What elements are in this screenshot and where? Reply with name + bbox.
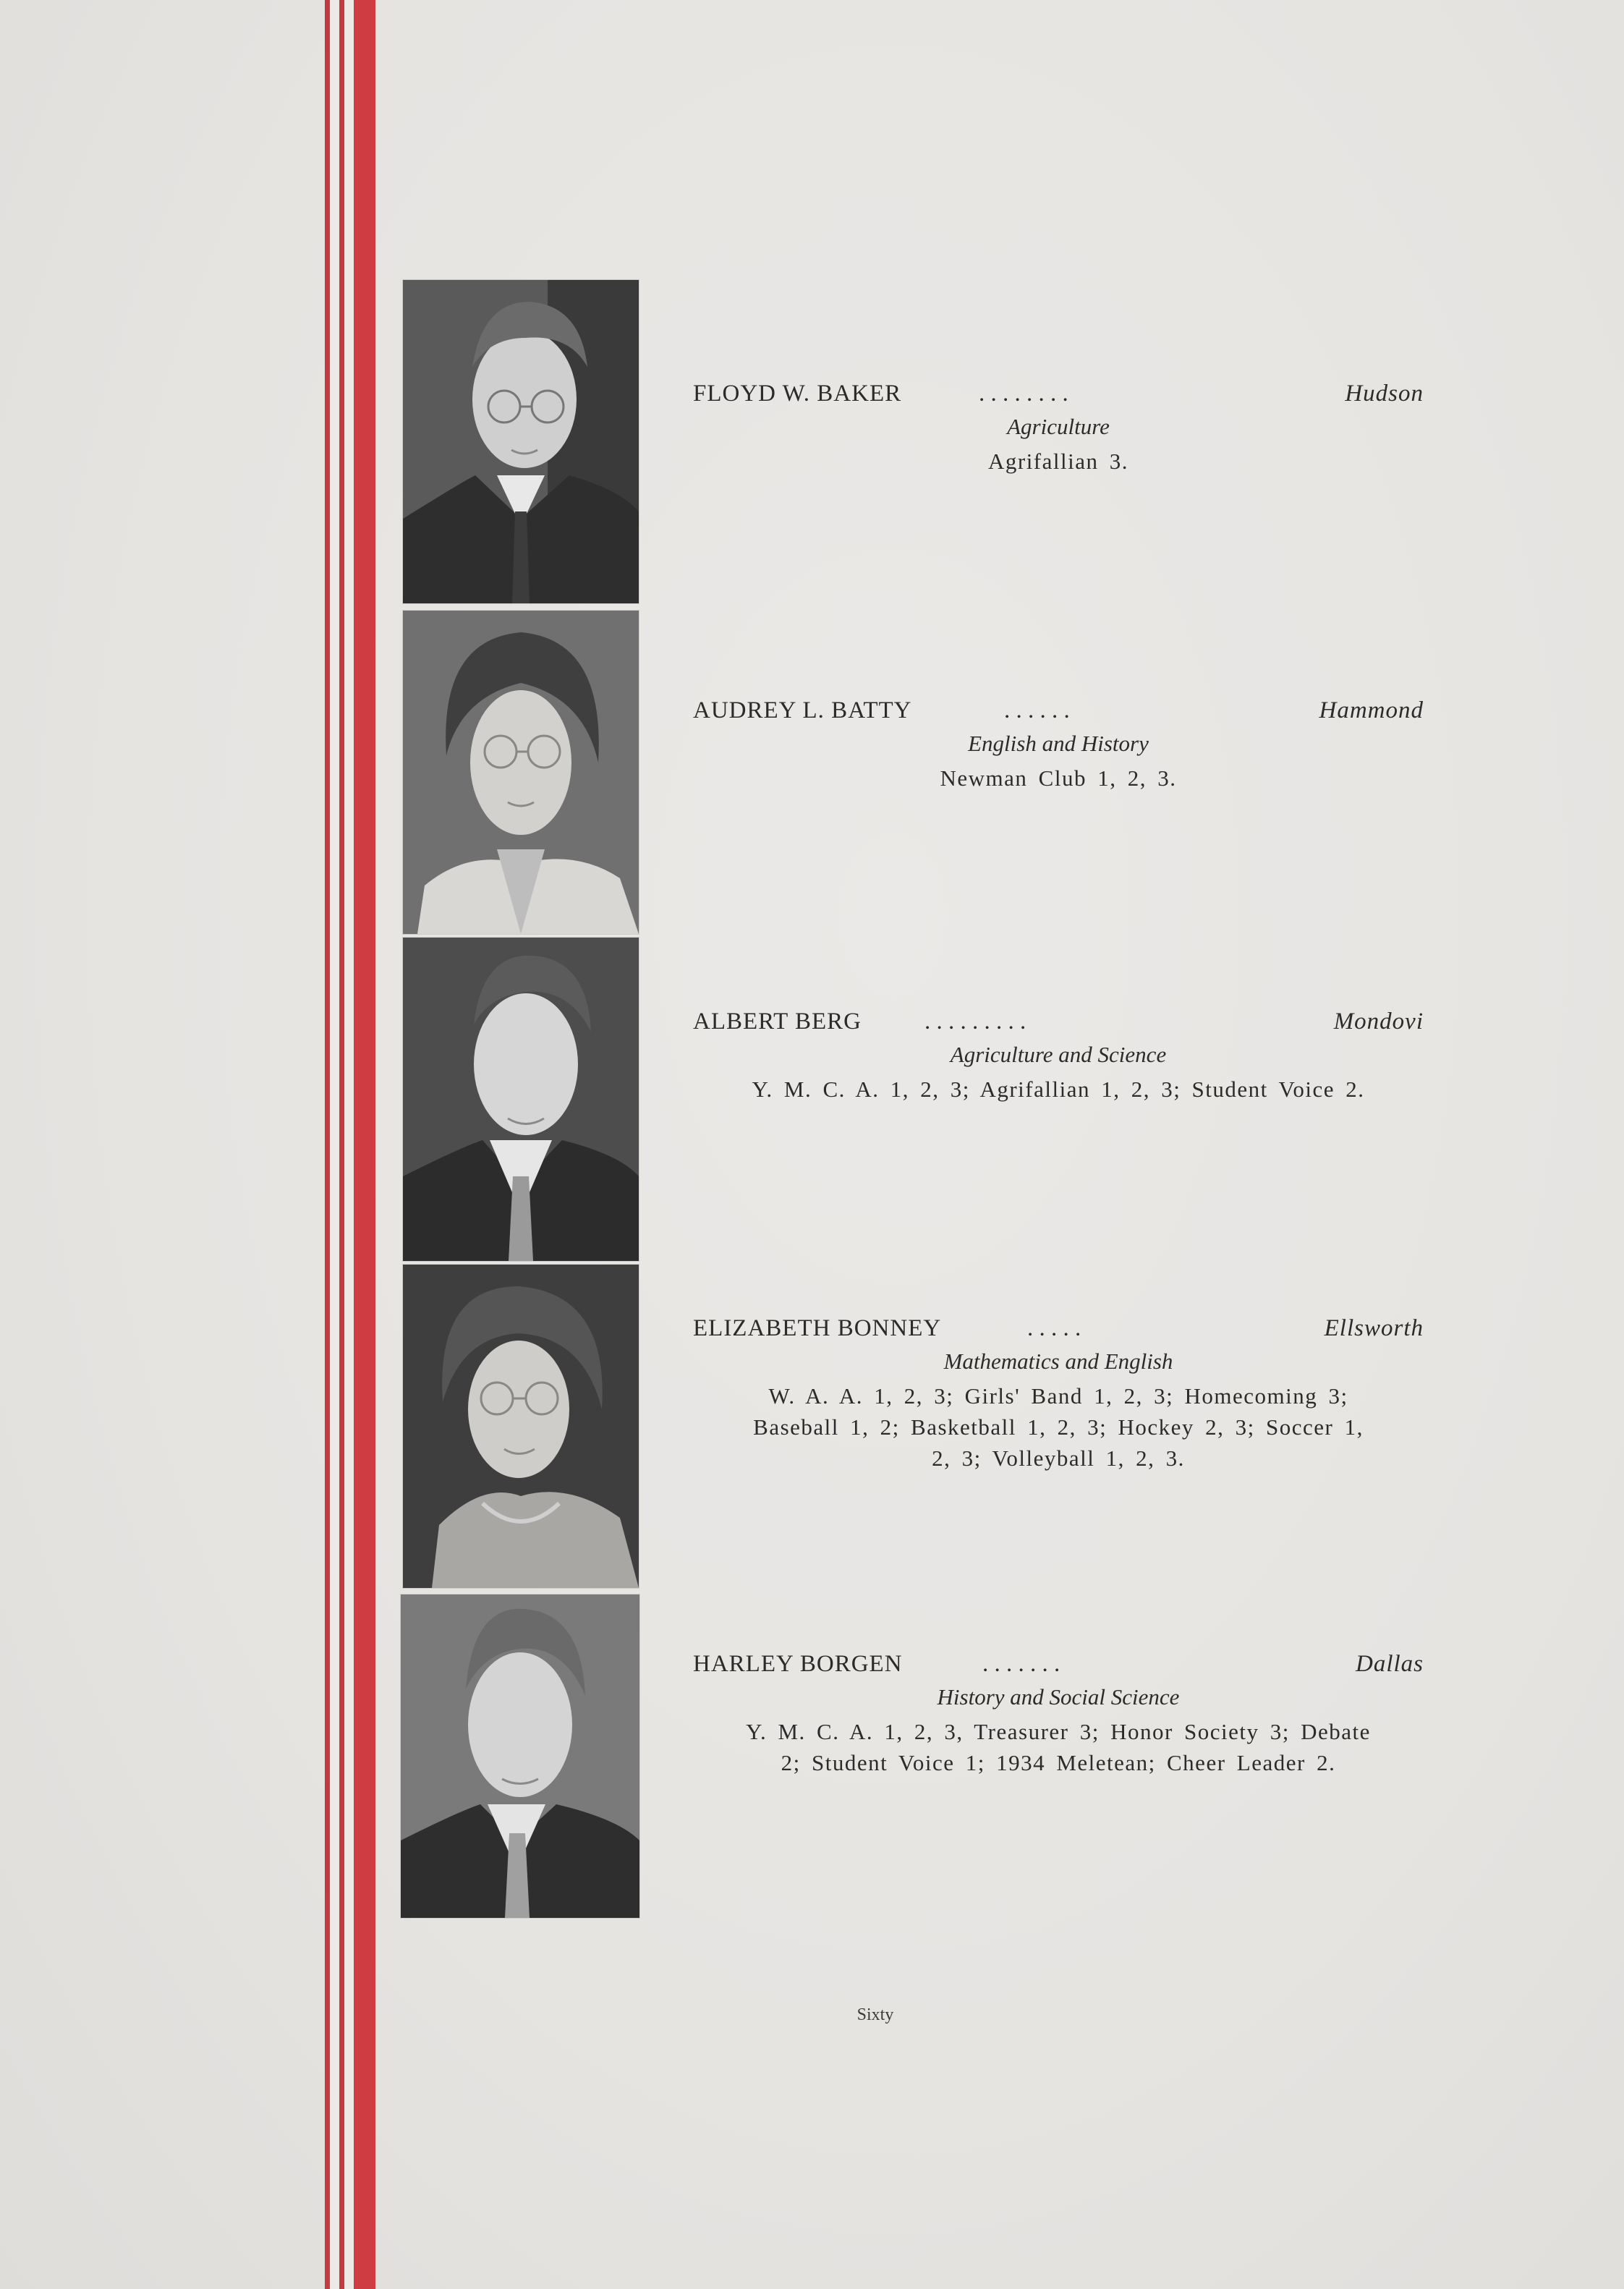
- student-entry: [693, 697, 1424, 794]
- student-entry: [693, 381, 1424, 477]
- leader-dots: . . . . . .: [1004, 697, 1070, 723]
- student-major: Agriculture and Science: [950, 1042, 1167, 1067]
- student-hometown: Dallas: [1355, 1651, 1424, 1677]
- student-activities: Y. M. C. A. 1, 2, 3; Agrifallian 1, 2, 3; Student Voice 2.: [752, 1076, 1365, 1102]
- student-major: Mathematics and English: [943, 1349, 1173, 1374]
- leader-dots: . . . . . . . . .: [924, 1008, 1026, 1035]
- portrait-photo-batty: [403, 611, 639, 934]
- student-name: FLOYD W. BAKER: [693, 381, 902, 407]
- student-entry: [693, 1008, 1424, 1105]
- student-hometown: Ellsworth: [1324, 1315, 1424, 1341]
- leader-dots: . . . . . . . .: [979, 381, 1068, 407]
- border-gap: [344, 0, 354, 2289]
- leader-dots: . . . . .: [1027, 1315, 1081, 1341]
- student-name: ALBERT BERG: [693, 1008, 862, 1035]
- student-hometown: Mondovi: [1333, 1008, 1424, 1035]
- red-border-rule: [325, 0, 330, 2289]
- red-border-rule: [354, 0, 375, 2289]
- student-name: ELIZABETH BONNEY: [693, 1315, 942, 1341]
- student-entry: [693, 1315, 1424, 1474]
- student-major: English and History: [968, 731, 1149, 756]
- student-activities: Y. M. C. A. 1, 2, 3, Treasurer 3; Honor Society 3; Debate 2; Student Voice 1; 1934 Meletean; Cheer Leader 2.: [746, 1719, 1371, 1775]
- page-number: Sixty: [856, 2005, 894, 2024]
- border-gap: [330, 0, 339, 2289]
- portrait-photo-borgen: [401, 1594, 639, 1918]
- leader-dots: . . . . . . .: [982, 1651, 1060, 1677]
- red-border-rule: [339, 0, 344, 2289]
- student-major: History and Social Science: [937, 1684, 1180, 1710]
- portrait-photo-bonney: [403, 1265, 639, 1588]
- student-activities: W. A. A. 1, 2, 3; Girls' Band 1, 2, 3; Homecoming 3; Baseball 1, 2; Basketball 1, 2, 3; Hockey 2, 3; Soccer 1, 2, 3; Volleyball 1, 2, 3.: [753, 1383, 1364, 1471]
- student-activities: Newman Club 1, 2, 3.: [940, 765, 1177, 791]
- student-major: Agriculture: [1007, 414, 1110, 439]
- portrait-photo-baker: [403, 280, 639, 603]
- student-name: HARLEY BORGEN: [693, 1651, 903, 1677]
- student-activities: Agrifallian 3.: [987, 449, 1128, 474]
- student-entry: [693, 1651, 1424, 1778]
- student-hometown: Hudson: [1345, 381, 1424, 407]
- portrait-photo-berg: [403, 938, 639, 1261]
- student-hometown: Hammond: [1319, 697, 1424, 723]
- student-name: AUDREY L. BATTY: [693, 697, 912, 723]
